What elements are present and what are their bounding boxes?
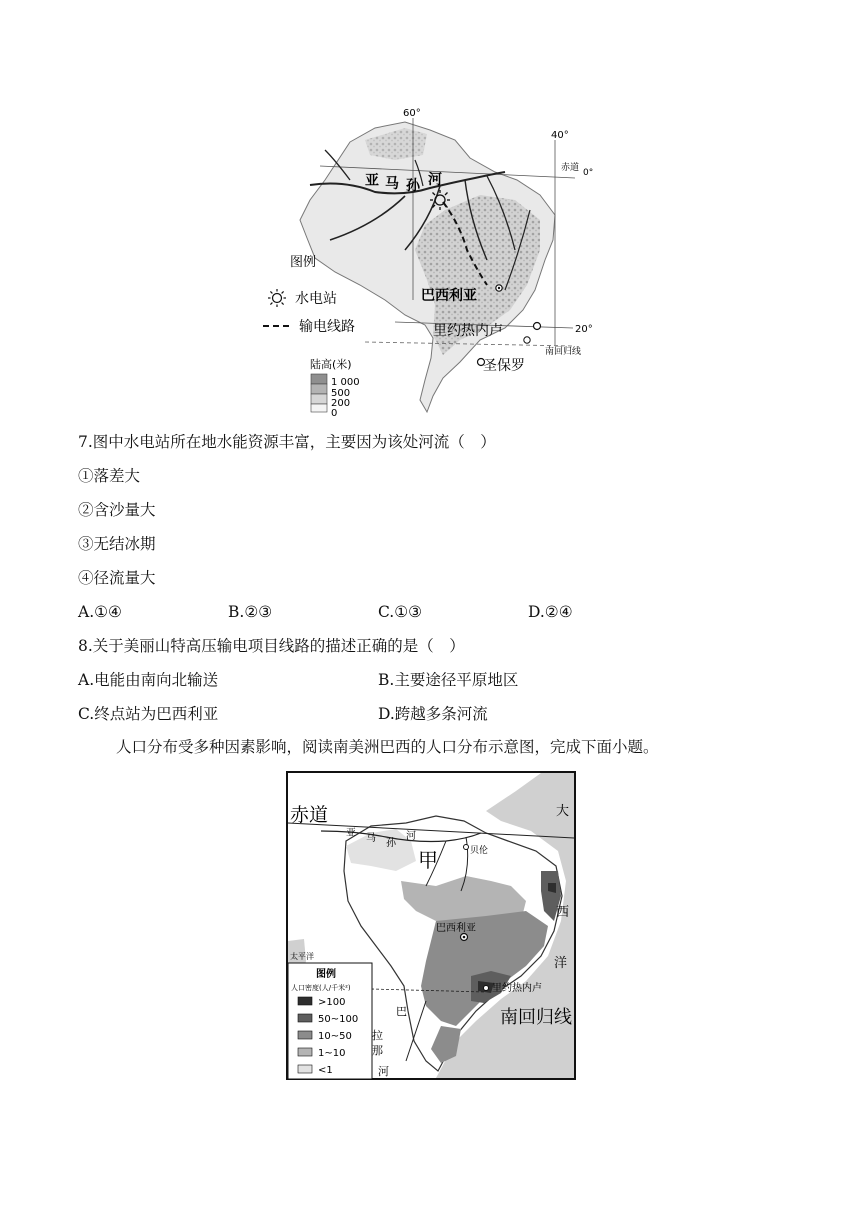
- lat-0-label: 0°: [583, 168, 594, 178]
- q8-stem: 8.关于美丽山特高压输电项目线路的描述正确的是（ ）: [78, 637, 465, 655]
- rio-marker: [484, 986, 489, 991]
- lat-20-label: 20°: [575, 324, 593, 335]
- river-char: 马: [385, 176, 399, 192]
- elev-value: 200: [331, 398, 351, 409]
- river-char: 河: [406, 831, 416, 842]
- river-char: 亚: [346, 828, 356, 839]
- rio-east-marker: [524, 337, 530, 343]
- brazil-population-map: [286, 771, 576, 1080]
- elev-swatch-500: [311, 384, 327, 394]
- elev-value: 0: [331, 408, 338, 419]
- legend-label: 50~100: [318, 1014, 359, 1025]
- tropic-label: 南回归线: [500, 1007, 572, 1028]
- lon-40-label: 40°: [551, 130, 569, 141]
- legend-line-label: 输电线路: [299, 319, 355, 335]
- equator-label: 赤道: [290, 804, 329, 826]
- q8-option-d: D.跨越多条河流: [378, 705, 488, 723]
- river-char: 孙: [386, 838, 396, 849]
- elev-swatch-1000: [311, 374, 327, 384]
- legend-hydro-icon: [268, 289, 286, 307]
- brasilia-marker: [496, 285, 502, 291]
- legend-swatch-50-100: [298, 1014, 312, 1022]
- river-char: 亚: [365, 173, 379, 189]
- river-char: 马: [366, 833, 376, 844]
- brasilia-label: 巴西利亚: [421, 288, 477, 304]
- legend-hydro-label: 水电站: [295, 291, 337, 307]
- parana-char: 巴: [396, 1005, 407, 1018]
- belem-label: 贝伦: [470, 846, 489, 856]
- q7-option-a: A.①④: [78, 603, 122, 621]
- brasilia-label: 巴西利亚: [436, 923, 476, 934]
- legend-title: 图例: [290, 255, 317, 270]
- elev-swatch-200: [311, 394, 327, 404]
- atlantic-char: 洋: [554, 956, 568, 971]
- tropic-label: 南回归线: [545, 347, 582, 357]
- legend-swatch-lt-1: [298, 1065, 312, 1073]
- elev-value: 1 000: [331, 377, 360, 388]
- q7-item: ②含沙量大: [78, 501, 156, 519]
- q8-option-c: C.终点站为巴西利亚: [78, 705, 219, 723]
- elev-value: 500: [331, 388, 351, 399]
- q8-option-b: B.主要途径平原地区: [378, 671, 519, 689]
- legend-swatch-1-10: [298, 1048, 312, 1056]
- q7-item: ①落差大: [78, 467, 141, 485]
- legend-unit: 人口密度(人/千米²): [291, 984, 351, 992]
- q7-stem: 7.图中水电站所在地水能资源丰富，主要因为该处河流（ ）: [78, 433, 496, 451]
- equator-label: 赤道: [561, 163, 580, 173]
- legend-label: 10~50: [318, 1031, 352, 1042]
- parana-char: 河: [378, 1065, 389, 1078]
- river-char: 孙: [406, 178, 420, 194]
- jia-label: 甲: [418, 848, 438, 872]
- legend-title: 图例: [316, 969, 336, 980]
- atlantic-char: 大: [556, 804, 570, 819]
- elev-swatch-0: [311, 404, 327, 412]
- legend-label: 1~10: [318, 1048, 346, 1059]
- belem-marker: [464, 845, 469, 850]
- river-char: 河: [428, 172, 442, 188]
- parana-char: 拉: [372, 1029, 383, 1042]
- legend-swatch-gt-100: [298, 997, 312, 1005]
- q8-option-a: A.电能由南向北输送: [78, 671, 219, 689]
- atlantic-char: 西: [556, 905, 570, 920]
- q7-option-d: D.②④: [528, 603, 573, 621]
- q7-option-b: B.②③: [228, 603, 273, 621]
- rio-marker: [534, 323, 541, 330]
- sao-paulo-label: 圣保罗: [483, 358, 525, 374]
- legend-label: <1: [318, 1065, 333, 1076]
- intro-paragraph: 人口分布受多种因素影响，阅读南美洲巴西的人口分布示意图，完成下面小题。: [116, 738, 659, 756]
- q7-item: ③无结冰期: [78, 535, 156, 553]
- q7-option-c: C.①③: [378, 603, 423, 621]
- pacific-label: 太平洋: [290, 952, 314, 961]
- elevation-title: 陆高(米): [310, 358, 352, 371]
- rio-label: 里约热内卢: [492, 983, 542, 994]
- lon-60-label: 60°: [403, 108, 421, 119]
- rio-label: 里约热内卢: [433, 323, 503, 339]
- brasilia-marker: [461, 934, 468, 941]
- parana-char: 那: [372, 1044, 383, 1057]
- legend-label: >100: [318, 997, 346, 1008]
- brazil-relief-map: [255, 100, 605, 420]
- legend-swatch-10-50: [298, 1031, 312, 1039]
- q7-item: ④径流量大: [78, 569, 156, 587]
